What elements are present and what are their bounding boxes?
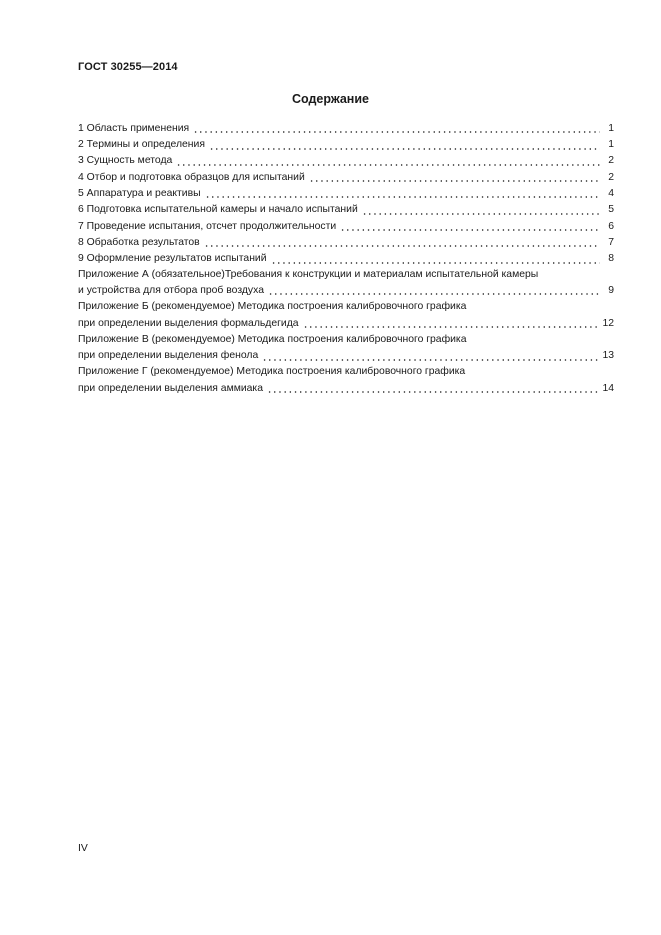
toc-appendix-b[interactable] (78, 299, 614, 331)
toc-leader-dots (340, 229, 600, 231)
table-of-contents (78, 120, 614, 397)
appendix-title: Приложение Г (рекомендуемое) Методика построения калибровочного графика (78, 366, 466, 378)
toc-leader-dots (309, 180, 600, 182)
appendix-title: Приложение В (рекомендуемое) Методика построения калибровочного графика (78, 333, 467, 345)
toc-item-2[interactable] (78, 136, 614, 152)
appendix-title: Приложение А (обязательное)Требования к конструкции и материалам испытательной камеры (78, 268, 539, 280)
toc-leader-dots (268, 293, 600, 295)
toc-item-4[interactable] (78, 169, 614, 185)
toc-leader-dots (209, 148, 600, 150)
toc-item-page: 8 (608, 253, 614, 265)
appendix-subtitle: при определении выделения формальдегида (78, 317, 299, 329)
toc-item-page: 14 (602, 382, 614, 394)
toc-item-page: 5 (608, 204, 614, 216)
toc-item-page: 13 (602, 350, 614, 362)
toc-leader-dots (262, 359, 598, 361)
toc-item-page: 1 (608, 139, 614, 151)
toc-item-label: 7 Проведение испытания, отсчет продолжительности (78, 220, 337, 232)
toc-leader-dots (204, 245, 600, 247)
toc-item-3[interactable] (78, 153, 614, 169)
toc-leader-dots (193, 131, 600, 133)
appendix-subtitle: и устройства для отбора проб воздуха (78, 284, 264, 296)
toc-leader-dots (271, 262, 600, 264)
toc-item-page: 4 (608, 187, 614, 199)
toc-item-1[interactable] (78, 120, 614, 136)
toc-item-label: 8 Обработка результатов (78, 236, 200, 248)
toc-leader-dots (205, 196, 600, 198)
toc-item-page: 2 (608, 171, 614, 183)
toc-item-page: 7 (608, 236, 614, 248)
toc-appendix-a[interactable] (78, 267, 614, 299)
toc-leader-dots (362, 213, 600, 215)
toc-item-label: 6 Подготовка испытательной камеры и начало испытаний (78, 204, 358, 216)
page-number: IV (78, 843, 88, 854)
toc-item-label: 5 Аппаратура и реактивы (78, 187, 201, 199)
appendix-subtitle: при определении выделения фенола (78, 350, 259, 362)
toc-leader-dots (176, 164, 600, 166)
toc-item-label: 3 Сущность метода (78, 155, 173, 167)
toc-leader-dots (303, 326, 599, 328)
toc-leader-dots (267, 391, 598, 393)
toc-item-7[interactable] (78, 218, 614, 234)
toc-appendix-g[interactable] (78, 364, 614, 396)
toc-item-page: 2 (608, 155, 614, 167)
appendix-subtitle: при определении выделения аммиака (78, 382, 263, 394)
toc-item-label: 1 Область применения (78, 122, 190, 134)
toc-item-8[interactable] (78, 234, 614, 250)
appendix-title: Приложение Б (рекомендуемое) Методика построения калибровочного графика (78, 301, 467, 313)
toc-item-6[interactable] (78, 201, 614, 217)
toc-item-page: 12 (602, 317, 614, 329)
toc-item-page: 6 (608, 220, 614, 232)
toc-item-page: 9 (608, 284, 614, 296)
page-title: Содержание (291, 92, 369, 106)
toc-appendix-v[interactable] (78, 332, 614, 364)
toc-item-9[interactable] (78, 250, 614, 266)
toc-item-label: 2 Термины и определения (78, 139, 205, 151)
toc-item-label: 9 Оформление результатов испытаний (78, 253, 267, 265)
toc-item-page: 1 (608, 122, 614, 134)
toc-item-5[interactable] (78, 185, 614, 201)
toc-item-label: 4 Отбор и подготовка образцов для испытаний (78, 171, 305, 183)
document-header: ГОСТ 30255—2014 (78, 61, 178, 73)
